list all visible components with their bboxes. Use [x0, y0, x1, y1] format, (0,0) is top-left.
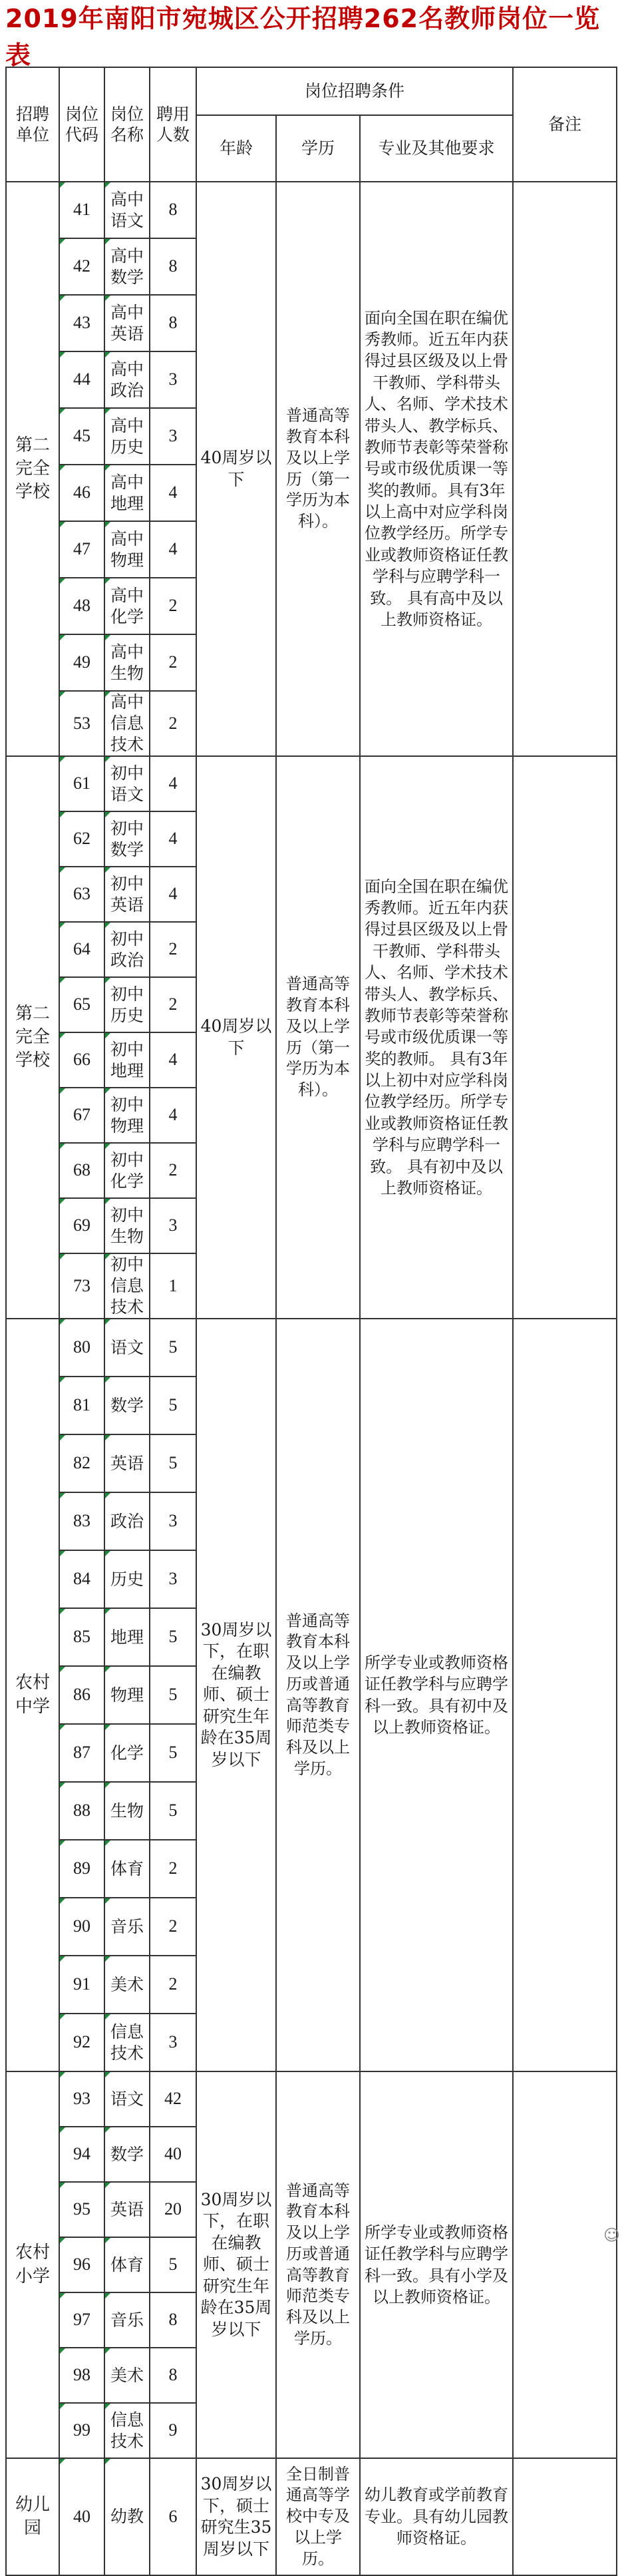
code-cell: 97 [59, 2292, 104, 2348]
code-cell: 95 [59, 2182, 104, 2237]
position-name-cell: 体育 [104, 2237, 150, 2292]
code-cell: 45 [59, 408, 104, 465]
position-name-cell: 初中信息技术 [104, 1253, 150, 1319]
count-cell: 6 [150, 2458, 196, 2575]
education-cell: 普通高等教育本科及以上学历或普通高等教育师范类专科及以上学历。 [276, 2071, 360, 2458]
count-cell: 2 [150, 1956, 196, 2014]
code-cell: 44 [59, 351, 104, 408]
position-name-cell: 高中物理 [104, 521, 150, 578]
code-cell: 40 [59, 2458, 104, 2575]
count-cell: 2 [150, 691, 196, 756]
position-name-cell: 幼教 [104, 2458, 150, 2575]
table-row [6, 756, 617, 811]
position-name-cell: 初中政治 [104, 922, 150, 977]
count-cell: 40 [150, 2127, 196, 2182]
count-cell: 9 [150, 2403, 196, 2458]
unit-cell: 第二完全学校 [6, 756, 59, 1319]
position-name-cell: 历史 [104, 1550, 150, 1608]
position-name-cell: 初中语文 [104, 756, 150, 811]
code-cell: 89 [59, 1840, 104, 1898]
position-name-cell: 音乐 [104, 1898, 150, 1956]
count-cell: 5 [150, 2237, 196, 2292]
count-cell: 3 [150, 2014, 196, 2071]
count-cell: 5 [150, 1724, 196, 1782]
position-name-cell: 初中地理 [104, 1032, 150, 1088]
count-cell: 4 [150, 1032, 196, 1088]
count-cell: 4 [150, 756, 196, 811]
code-cell: 93 [59, 2071, 104, 2127]
page-title: 2019年南阳市宛城区公开招聘262名教师岗位一览表 [5, 4, 601, 70]
position-name-cell: 高中语文 [104, 182, 150, 238]
code-cell: 69 [59, 1198, 104, 1253]
count-cell: 4 [150, 867, 196, 922]
position-name-cell: 初中数学 [104, 811, 150, 867]
position-name-cell: 物理 [104, 1666, 150, 1724]
position-name-cell: 高中政治 [104, 351, 150, 408]
code-cell: 84 [59, 1550, 104, 1608]
requirements-cell: 所学专业或教师资格证任教学科与应聘学科一致。具有初中及以上教师资格证。 [360, 1319, 513, 2071]
count-cell: 5 [150, 1666, 196, 1724]
header-requirements: 专业及其他要求 [360, 115, 513, 182]
code-cell: 62 [59, 811, 104, 867]
remark-cell [513, 2071, 617, 2458]
position-name-cell: 初中英语 [104, 867, 150, 922]
count-cell: 3 [150, 1492, 196, 1550]
table-row [6, 2071, 617, 2127]
position-name-cell: 化学 [104, 1724, 150, 1782]
table-row [6, 2458, 617, 2575]
positions-table [5, 67, 617, 2576]
education-cell: 全日制普通高等学校中专及以上学历。 [276, 2458, 360, 2575]
code-cell: 94 [59, 2127, 104, 2182]
count-cell: 5 [150, 1319, 196, 1377]
unit-cell: 农村小学 [6, 2071, 59, 2458]
position-name-cell: 美术 [104, 1956, 150, 2014]
remark-cell [513, 182, 617, 756]
count-cell: 1 [150, 1253, 196, 1319]
remark-cell [513, 756, 617, 1319]
count-cell: 3 [150, 351, 196, 408]
count-cell: 3 [150, 1198, 196, 1253]
header-remark: 备注 [513, 67, 617, 182]
position-name-cell: 初中化学 [104, 1143, 150, 1198]
count-cell: 3 [150, 1550, 196, 1608]
position-name-cell: 信息技术 [104, 2014, 150, 2071]
position-name-cell: 生物 [104, 1782, 150, 1840]
code-cell: 82 [59, 1434, 104, 1492]
code-cell: 73 [59, 1253, 104, 1319]
position-name-cell: 高中化学 [104, 578, 150, 634]
education-cell: 普通高等教育本科及以上学历或普通高等教育师范类专科及以上学历。 [276, 1319, 360, 2071]
header-education: 学历 [276, 115, 360, 182]
header-conditions: 岗位招聘条件 [196, 67, 513, 115]
count-cell: 8 [150, 2292, 196, 2348]
position-name-cell: 信息技术 [104, 2403, 150, 2458]
position-name-cell: 语文 [104, 2071, 150, 2127]
code-cell: 66 [59, 1032, 104, 1088]
unit-cell: 第二完全学校 [6, 182, 59, 756]
code-cell: 87 [59, 1724, 104, 1782]
code-cell: 85 [59, 1608, 104, 1666]
position-name-cell: 英语 [104, 1434, 150, 1492]
count-cell: 5 [150, 1608, 196, 1666]
unit-cell: 农村中学 [6, 1319, 59, 2071]
position-name-cell: 高中数学 [104, 238, 150, 295]
count-cell: 8 [150, 238, 196, 295]
count-cell: 8 [150, 295, 196, 351]
code-cell: 90 [59, 1898, 104, 1956]
position-name-cell: 地理 [104, 1608, 150, 1666]
count-cell: 4 [150, 465, 196, 521]
count-cell: 3 [150, 408, 196, 465]
remark-cell [513, 2458, 617, 2575]
code-cell: 47 [59, 521, 104, 578]
table-row [6, 182, 617, 238]
code-cell: 42 [59, 238, 104, 295]
table-row [6, 1319, 617, 1377]
code-cell: 96 [59, 2237, 104, 2292]
table-body [6, 182, 617, 2575]
code-cell: 49 [59, 634, 104, 691]
position-name-cell: 初中生物 [104, 1198, 150, 1253]
requirements-cell: 面向全国在职在编优秀教师。近五年内获得过县区级及以上骨干教师、学科带头人、名师、学术技术带头人、教学标兵、教师节表彰等荣誉称号或市级优质课一等奖的教师。 具有3年以上初中对应学科岗位教学经历。所学专业或教师资格证任教学科与应聘学科一致。 具有初中及以上教师资格证。 [360, 756, 513, 1319]
code-cell: 86 [59, 1666, 104, 1724]
requirements-cell: 所学专业或教师资格证任教学科与应聘学科一致。具有小学及以上教师资格证。 [360, 2071, 513, 2458]
count-cell: 2 [150, 1840, 196, 1898]
position-name-cell: 政治 [104, 1492, 150, 1550]
code-cell: 68 [59, 1143, 104, 1198]
position-name-cell: 数学 [104, 1377, 150, 1434]
position-name-cell: 体育 [104, 1840, 150, 1898]
position-name-cell: 初中物理 [104, 1088, 150, 1143]
position-name-cell: 高中历史 [104, 408, 150, 465]
count-cell: 8 [150, 182, 196, 238]
code-cell: 41 [59, 182, 104, 238]
age-cell: 30周岁以下，在职在编教师、硕士研究生年龄在35周岁以下 [196, 2071, 276, 2458]
header-code: 岗位代码 [59, 67, 104, 182]
count-cell: 20 [150, 2182, 196, 2237]
count-cell: 2 [150, 634, 196, 691]
watermark-icon: ☺ [603, 2226, 620, 2245]
position-name-cell: 语文 [104, 1319, 150, 1377]
count-cell: 5 [150, 1377, 196, 1434]
requirements-cell: 幼儿教育或学前教育专业。具有幼儿园教师资格证。 [360, 2458, 513, 2575]
code-cell: 83 [59, 1492, 104, 1550]
education-cell: 普通高等教育本科及以上学历（第一学历为本科）。 [276, 756, 360, 1319]
age-cell: 40周岁以下 [196, 182, 276, 756]
age-cell: 40周岁以下 [196, 756, 276, 1319]
position-name-cell: 英语 [104, 2182, 150, 2237]
count-cell: 2 [150, 578, 196, 634]
position-name-cell: 美术 [104, 2348, 150, 2403]
code-cell: 80 [59, 1319, 104, 1377]
count-cell: 4 [150, 521, 196, 578]
count-cell: 2 [150, 922, 196, 977]
recruitment-sheet [5, 3, 616, 2576]
position-name-cell: 高中生物 [104, 634, 150, 691]
count-cell: 2 [150, 1143, 196, 1198]
header-unit: 招聘单位 [6, 67, 59, 182]
count-cell: 2 [150, 977, 196, 1032]
age-cell: 30周岁以下，硕士研究生35周岁以下 [196, 2458, 276, 2575]
count-cell: 8 [150, 2348, 196, 2403]
remark-cell [513, 1319, 617, 2071]
unit-cell: 幼儿园 [6, 2458, 59, 2575]
age-cell: 30周岁以下，在职在编教师、硕士研究生年龄在35周岁以下 [196, 1319, 276, 2071]
code-cell: 92 [59, 2014, 104, 2071]
code-cell: 43 [59, 295, 104, 351]
code-cell: 81 [59, 1377, 104, 1434]
header-count: 聘用人数 [150, 67, 196, 182]
header-name: 岗位名称 [104, 67, 150, 182]
position-name-cell: 高中信息技术 [104, 691, 150, 756]
count-cell: 4 [150, 1088, 196, 1143]
position-name-cell: 高中英语 [104, 295, 150, 351]
code-cell: 61 [59, 756, 104, 811]
code-cell: 64 [59, 922, 104, 977]
code-cell: 46 [59, 465, 104, 521]
count-cell: 4 [150, 811, 196, 867]
position-name-cell: 音乐 [104, 2292, 150, 2348]
code-cell: 65 [59, 977, 104, 1032]
code-cell: 91 [59, 1956, 104, 2014]
education-cell: 普通高等教育本科及以上学历（第一学历为本科）。 [276, 182, 360, 756]
code-cell: 98 [59, 2348, 104, 2403]
position-name-cell: 数学 [104, 2127, 150, 2182]
code-cell: 63 [59, 867, 104, 922]
code-cell: 88 [59, 1782, 104, 1840]
requirements-cell: 面向全国在职在编优秀教师。近五年内获得过县区级及以上骨干教师、学科带头人、名师、学术技术带头人、教学标兵、教师节表彰等荣誉称号或市级优质课一等奖的教师。具有3年以上高中对应学科岗位教学经历。所学专业或教师资格证任教学科与应聘学科一致。 具有高中及以上教师资格证。 [360, 182, 513, 756]
code-cell: 99 [59, 2403, 104, 2458]
count-cell: 5 [150, 1434, 196, 1492]
count-cell: 2 [150, 1898, 196, 1956]
code-cell: 48 [59, 578, 104, 634]
count-cell: 5 [150, 1782, 196, 1840]
count-cell: 42 [150, 2071, 196, 2127]
position-name-cell: 高中地理 [104, 465, 150, 521]
position-name-cell: 初中历史 [104, 977, 150, 1032]
code-cell: 53 [59, 691, 104, 756]
header-age: 年龄 [196, 115, 276, 182]
code-cell: 67 [59, 1088, 104, 1143]
